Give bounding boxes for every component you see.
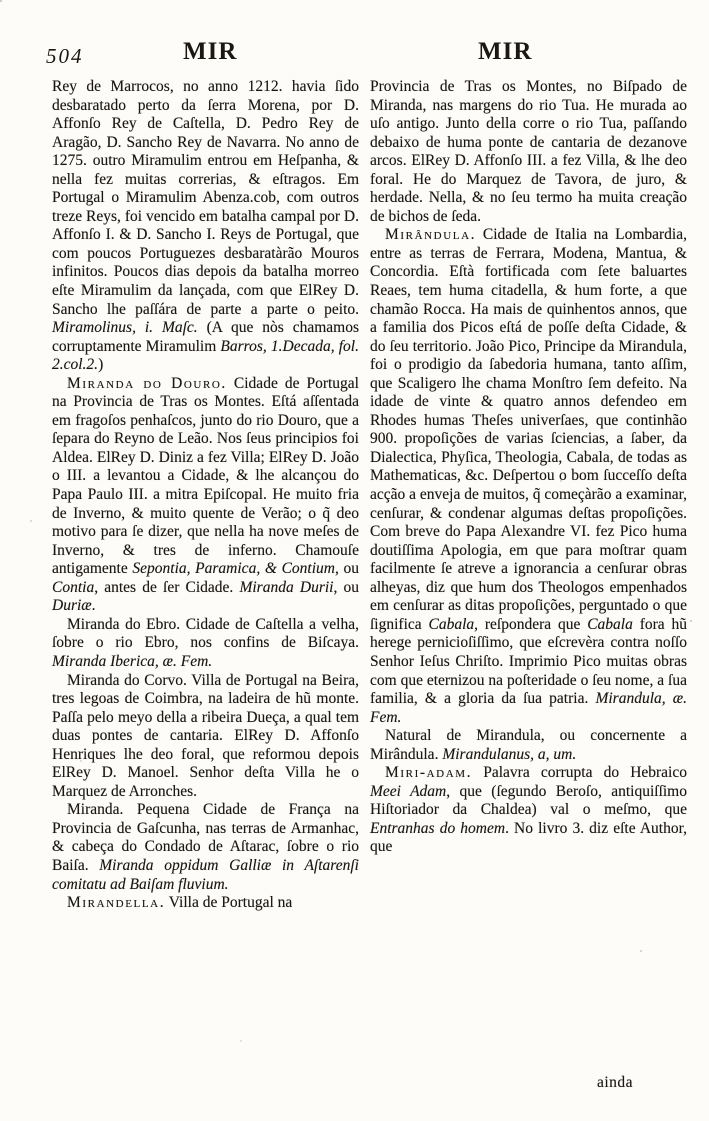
column-left	[52, 78, 359, 913]
paragraph	[52, 894, 359, 913]
latin-italic-text: Mirandulanus, a, um.	[442, 745, 577, 763]
text-columns	[52, 78, 687, 913]
paragraph	[52, 78, 359, 375]
paragraph	[370, 78, 687, 226]
body-text: Cidade de Italia na Lombardia, entre as terras de Ferrara, Modena, Mantua, & Concordia. Eſtà fortificada com ſete baluartes Reaes, tem huma citadella, & hum forte, a que chamão Rocca. Ha mais de quinhentos annos, que a familia dos Picos eſtá de poſſe deſta Cidade, & do ſeu territorio. João Pico, Principe da Mirandula, foi o prodigio da ſabedoria humana, tanto aſſim, que Scaligero lhe chama Monſtro ſem defeito. Na idade de vinte & quatro annos defendeo em Rhodes humas Theſes univerſaes, que continhão 900. propoſições de varias ſciencias, a ſaber, da Dialectica, Phyſica, Theologia, Cabala, de todas as Mathematicas, &c. Deſpertou o bom ſucceſſo deſta acção a enveja de muitos, q̃ começàrão a examinar, cenſurar, & condenar algumas deſtas propoſições. Com breve do Papa Alexandre VI. fez Pico huma doutiſſima Apologia, em que para moſtrar quam facilmente ſe atreve a ignorancia a cenſurar obras alheyas, diz que hum dos Theologos empenhados em cenſurar as ditas propoſições, perguntado o que ſignifica	[370, 226, 687, 633]
entry-headword: Mirândula.	[385, 226, 477, 244]
paragraph	[52, 616, 359, 672]
body-text: , reſpondera que	[474, 615, 588, 633]
body-text: Miranda. Pequena Cidade de França na Provincia de Gaſcunha, nas terras de Armanhac, & cabeça do Condado de Aſtarac, ſobre o rio Baiſa.	[52, 801, 359, 874]
body-text: Villa de Portugal na	[165, 894, 293, 912]
body-text: Miranda do Ebro. Cidade de Caſtella a velha, ſobre o rio Ebro, nos confins de Biſcaya.	[52, 615, 359, 652]
body-text: , que (ſegundo Beroſo, antiquiſſimo Hiſtoriador da Chaldea) val o meſmo, que	[370, 782, 687, 819]
column-right	[370, 78, 687, 913]
body-text: Cidade de Portugal na Provincia de Tras os Montes. Eſtá aſſentada em fragoſos penhaſcos, junto do rio Douro, que a ſepara do Reyno de Leão. Nos ſeus principios foi Aldea. ElRey D. Diniz a fez Villa; ElRey D. João o III. a levantou a Cidade, & lhe alcançou do Papa Paulo III. a mitra Epiſcopal. He muito fria de Inverno, & muito quente de Verão; o q̃ deo motivo para ſe dizer, que nella ha nove meſes de Inverno, & tres de inferno. Chamouſe antigamente	[52, 374, 359, 578]
body-text: Provincia de Tras os Montes, no Biſpado de Miranda, nas margens do rio Tua. He murada ao uſo antigo. Junto della corre o rio Tua, paſſando debaixo de huma ponte de cantaria de dezanove arcos. ElRey D. Affonſo III. a fez Villa, & lhe deo foral. He do Marquez de Tavora, de juro, & herdade. Nella, & no ſeu termo ha muita creação de bichos de ſeda.	[370, 78, 687, 225]
paragraph	[370, 764, 687, 857]
body-text: , antes de ſer Cidade.	[94, 578, 240, 596]
entry-headword: Miri-adam.	[385, 764, 473, 782]
body-text: Rey de Marrocos, no anno 1212. havia ſido desbaratado perto da ſerra Morena, por D. Affonſo Rey de Caſtella, D. Pedro Rey de Aragão, D. Sancho Rey de Navarra. No anno de 1275. outro Miramulim entrou em Heſpanha, & nella fez muitas correrias, & eſtragos. Em Portugal o Miramulim Abenza.cob, com outros treze Reys, foi vencido em batalha campal por D. Affonſo I. & D. Sancho I. Reys de Portugal, que com poucos Portuguezes desbaratàrão Mouros infinitos. Poucos dias depois da batalha morreo eſte Miramulim da lançada, com que ElRey D. Sancho lhe paſſára de parte a parte o peito.	[52, 78, 359, 318]
paragraph	[52, 375, 359, 616]
page-number: 504	[46, 44, 84, 68]
body-text: fora hũ herege pernicioſiſſimo, que eſcrevèra contra noſſo Senhor Ieſus Chriſto. Imprimio Pico muitas obras com que eternizou na poſteridade o ſeu nome, a ſua familia, & a gloria da ſua patria.	[370, 615, 687, 708]
latin-italic-text: Barros, 1.Decada, fol. 2.col.2.	[52, 337, 359, 374]
entry-headword: Mirandella.	[67, 894, 166, 912]
paragraph	[52, 672, 359, 802]
latin-italic-text: Miranda oppidum Galliæ in Aſtarenſi comitatu ad Baiſam fluvium.	[52, 856, 359, 893]
latin-italic-text: Cabala	[587, 615, 633, 633]
latin-italic-text: Meei Adam	[370, 782, 447, 800]
body-text: .	[91, 597, 96, 615]
latin-italic-text: Sepontia, Paramica, & Contium	[132, 560, 335, 578]
body-text: Palavra corrupta do Hebraico	[472, 764, 687, 782]
body-text: Natural de Mirandula, ou concernente a Mirândula.	[370, 727, 687, 763]
running-head-right: MIR	[478, 38, 533, 65]
entry-headword: Miranda do Douro.	[67, 374, 227, 392]
latin-italic-text: Entranhas do homem	[370, 819, 506, 837]
body-text: (A que nòs chamamos corruptamente Miramulim	[52, 319, 359, 355]
latin-italic-text: Mirandula, æ. Fem.	[370, 690, 687, 726]
paragraph	[370, 727, 687, 764]
latin-italic-text: Miramolinus, i. Maſc.	[52, 319, 198, 337]
body-text: . No livro 3. diz eſte Author, que	[370, 819, 687, 856]
catchword: ainda	[597, 1074, 634, 1091]
paragraph	[52, 801, 359, 894]
running-head-left: MIR	[183, 38, 238, 65]
body-text: Miranda do Corvo. Villa de Portugal na Beira, tres legoas de Coimbra, na ladeira de hũ monte. Paſſa pelo meyo della a ribeira Dueça, a qual tem duas pontes de cantaria. ElRey D. Affonſo Henriques lhe deo foral, que reformou depois ElRey D. Manoel. Senhor deſta Villa he o Marquez de Arronches.	[52, 671, 359, 800]
latin-italic-text: Contia	[52, 578, 95, 596]
paragraph	[370, 226, 687, 727]
latin-italic-text: Cabala	[428, 615, 475, 633]
page-header	[0, 0, 709, 78]
body-text: )	[98, 356, 104, 374]
latin-italic-text: Miranda Iberica, æ. Fem.	[52, 652, 213, 670]
body-text: , ou	[334, 560, 360, 578]
latin-italic-text: Miranda Durii	[239, 578, 334, 596]
latin-italic-text: Duriæ	[52, 597, 92, 615]
body-text: , ou	[333, 578, 359, 596]
